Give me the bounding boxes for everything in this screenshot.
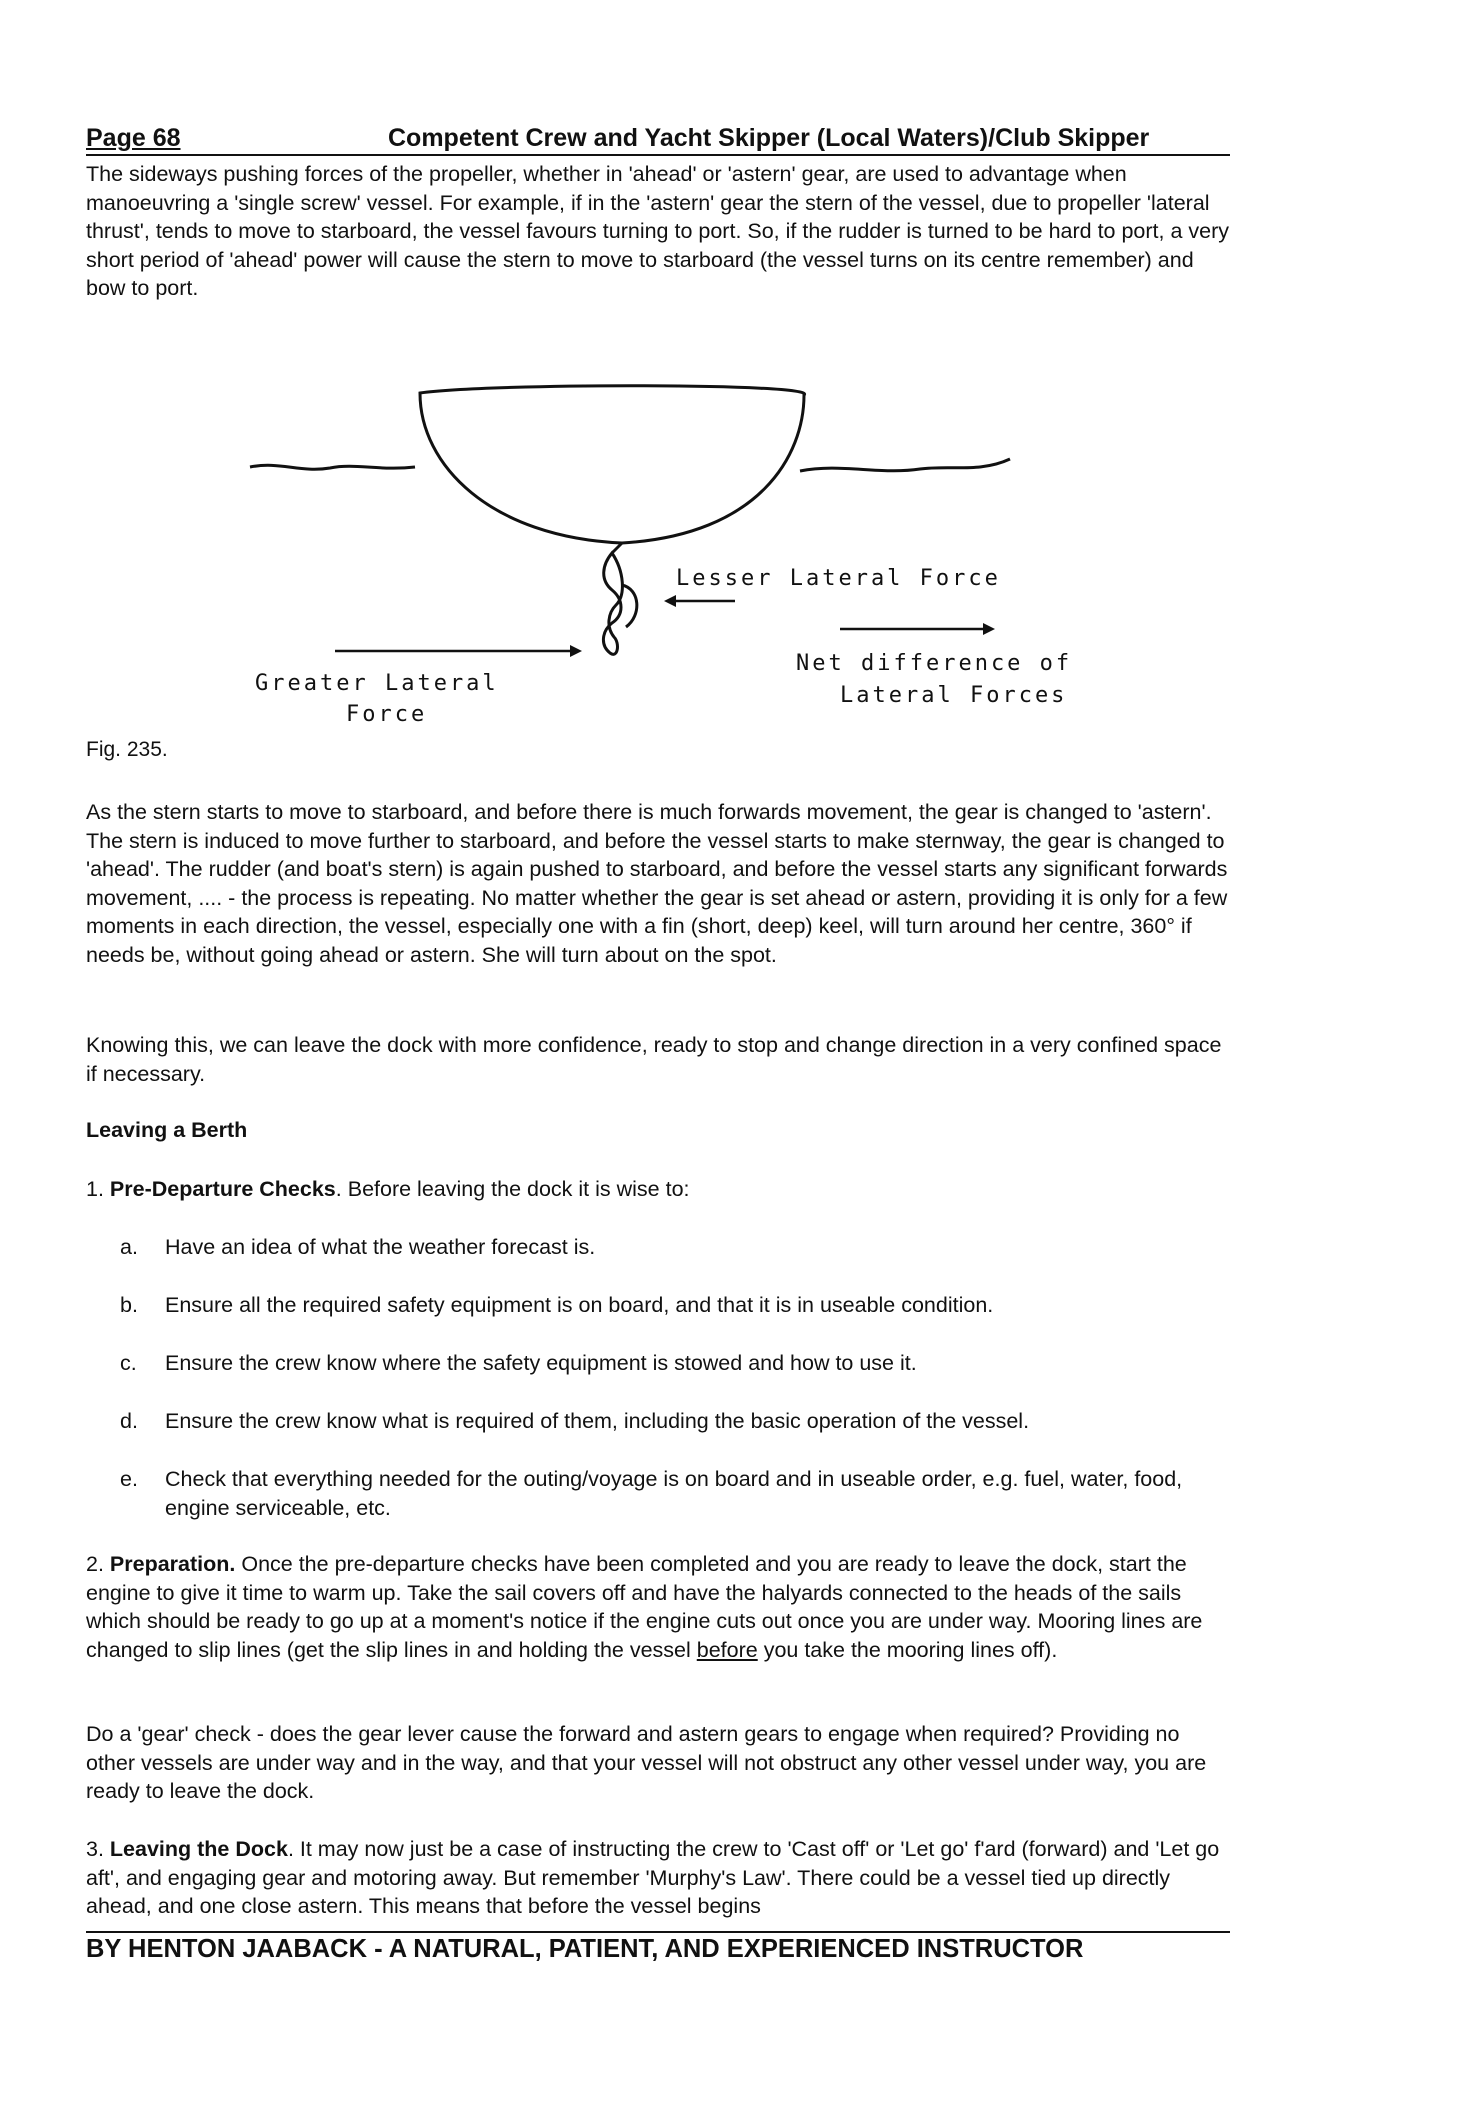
checks-title: Pre-Departure Checks [109, 1177, 336, 1201]
propeller-icon [603, 553, 622, 654]
rudder-icon [622, 585, 637, 627]
list-item-letter: e. [120, 1467, 138, 1491]
list-item-letter: b. [120, 1293, 138, 1317]
list-item-text: Check that everything needed for the outing/voyage is on board and in useable order, e.g. fuel, water, food, engine serviceable, etc. [165, 1467, 1183, 1520]
checks-intro-text: . Before leaving the dock it is wise to: [335, 1177, 690, 1201]
preparation-title: Preparation. [109, 1552, 236, 1576]
water-surface-right [800, 459, 1010, 471]
preparation-underlined-word: before [696, 1637, 758, 1662]
list-item-text: Ensure the crew know what is required of them, including the basic operation of the vessel. [165, 1409, 1030, 1433]
preparation-text: Once the pre-departure checks have been completed and you are ready to leave the dock, start the engine to give it time to warm up. Take the sail covers off and have the halyards connected to the heads of the sails which should be ready to go up at a moment's notice if the engine cuts out once you are under way. Mooring lines are changed to slip lines (get the slip lines in and holding the vessel [86, 1552, 1203, 1662]
lesser-force-arrow-icon [664, 595, 735, 607]
gear-check-paragraph: Do a 'gear' check - does the gear lever cause the forward and astern gears to engage when required? Providing no other vessels are under way and in the way, and that your vessel will not obstruct any other vessel under way, you are ready to leave the dock. [86, 1722, 1207, 1803]
net-difference-label-line2: Lateral Forces [840, 683, 1068, 708]
list-item-letter: d. [120, 1409, 138, 1433]
intro-paragraph: The sideways pushing forces of the propeller, whether in 'ahead' or 'astern' gear, are used to advantage when manoeuvring a 'single screw' vessel. For example, if in the 'astern' gear the stern of the vessel, due to propeller 'lateral thrust', tends to move to starboard, the vessel favours turning to port. So, if the rudder is turned to be hard to port, a very short period of 'ahead' power will cause the stern to move to starboard (the vessel turns on its centre remember) and bow to port. [86, 162, 1230, 300]
propeller-lateral-force-diagram [240, 375, 1120, 735]
preparation-text-end: you take the mooring lines off). [757, 1637, 1058, 1662]
section-heading-leaving-berth: Leaving a Berth [86, 1118, 248, 1142]
leaving-dock-paragraph [86, 1835, 1230, 1921]
greater-force-label-line2: Force [346, 702, 428, 727]
list-item-text: Ensure all the required safety equipment is on board, and that it is in useable condition. [165, 1293, 994, 1317]
hull-outline [420, 386, 805, 543]
knowing-paragraph: Knowing this, we can leave the dock with more confidence, ready to stop and change direction in a very confined space if necessary. [86, 1033, 1222, 1086]
page-number: Page 68 [86, 124, 181, 152]
propeller-shaft [612, 543, 622, 553]
pre-departure-checks-intro [86, 1175, 1230, 1204]
checks-number: 1. [86, 1177, 104, 1201]
net-difference-label-line1: Net difference of [796, 651, 1073, 676]
lesser-lateral-force-label: Lesser Lateral Force [676, 566, 1001, 591]
leaving-number: 3. [86, 1837, 104, 1861]
preparation-number: 2. [86, 1552, 104, 1576]
book-title: Competent Crew and Yacht Skipper (Local Waters)/Club Skipper [388, 124, 1150, 152]
list-item-letter: c. [120, 1351, 137, 1375]
figure-caption: Fig. 235. [86, 738, 168, 761]
leaving-title: Leaving the Dock [109, 1837, 288, 1861]
list-item-letter: a. [120, 1235, 138, 1259]
page-header [86, 124, 1230, 156]
water-surface-left [250, 465, 415, 469]
preparation-paragraph [86, 1550, 1230, 1664]
greater-force-label-line1: Greater Lateral [255, 671, 499, 696]
list-item-text: Have an idea of what the weather forecast is. [165, 1235, 596, 1259]
greater-force-arrow-icon [335, 645, 582, 657]
net-force-arrow-icon [840, 623, 995, 635]
leaving-text: . It may now just be a case of instructing the crew to 'Cast off' or 'Let go' f'ard (forward) and 'Let go aft', and engaging gear and motoring away. But remember 'Murphy's Law'. There could be a vessel tied up directly ahead, and one close astern. This means that before the vessel begins [86, 1837, 1220, 1918]
list-item-text: Ensure the crew know where the safety equipment is stowed and how to use it. [165, 1351, 917, 1375]
stern-movement-paragraph: As the stern starts to move to starboard, and before there is much forwards movement, the gear is changed to 'astern'. The stern is induced to move further to starboard, and before the vessel starts to make sternway, the gear is changed to 'ahead'. The rudder (and boat's stern) is again pushed to starboard, and before the vessel starts any significant forwards movement, .... - the process is repeating. No matter whether the gear is set ahead or astern, providing it is only for a few moments in each direction, the vessel, especially one with a fin (short, deep) keel, will turn around her centre, 360° if needs be, without going ahead or astern. She will turn about on the spot. [86, 800, 1228, 967]
page-footer: BY HENTON JAABACK - A NATURAL, PATIENT, AND EXPERIENCED INSTRUCTOR [86, 1931, 1230, 1964]
